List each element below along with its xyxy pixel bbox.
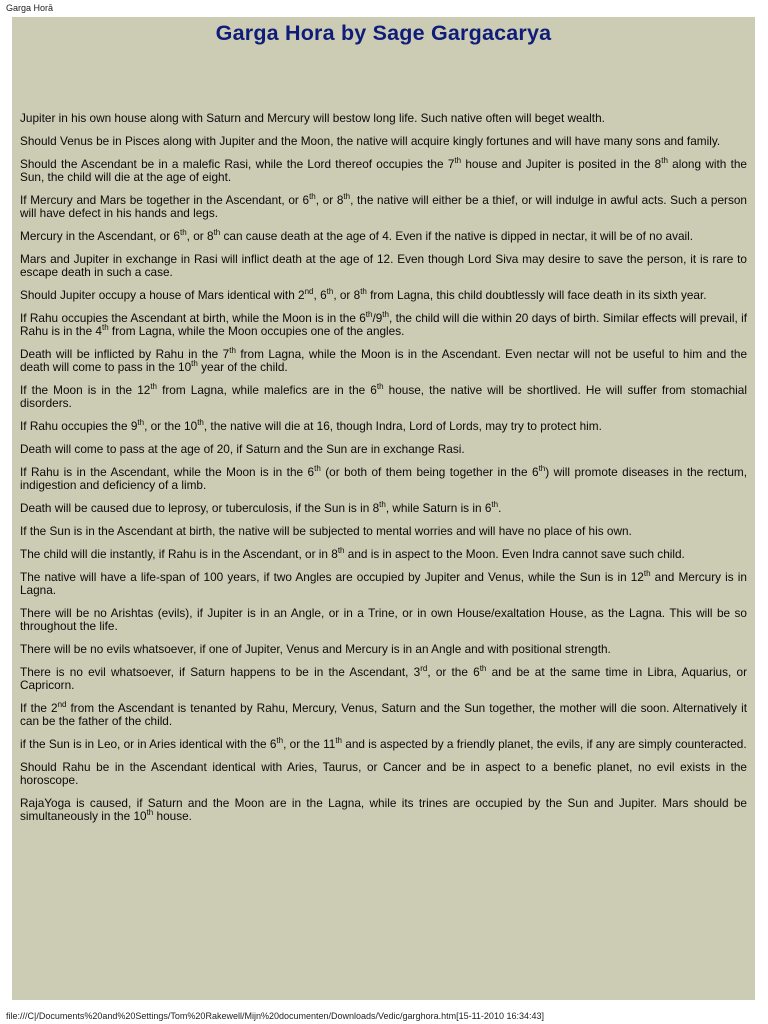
page-title: Garga Hora by Sage Gargacarya <box>215 21 552 45</box>
paragraph <box>20 443 747 456</box>
paragraph-text: , the native will die at 16, though Indra, Lord of Lords, may try to protect him. <box>203 419 602 433</box>
paragraph <box>20 230 747 243</box>
paragraph-text: Death will be caused due to leprosy, or tuberculosis, if the Sun is in 8 <box>20 501 380 515</box>
ordinal-suffix: nd <box>57 700 67 709</box>
paragraph <box>20 738 747 751</box>
paragraph-text: , or the 6 <box>427 665 480 679</box>
ordinal-suffix: th <box>146 808 154 817</box>
ordinal-suffix: th <box>180 228 187 237</box>
paragraph-text: If the Moon is in the 12 <box>20 383 151 397</box>
ordinal-suffix: th <box>150 382 157 391</box>
ordinal-suffix: th <box>213 228 221 237</box>
paragraph-text: Death will come to pass at the age of 20, if Saturn and the Sun are in exchange Rasi. <box>20 442 465 456</box>
paragraph-text: Should Rahu be in the Ascendant identical with Aries, Taurus, or Cancer and be in aspect to a benefic planet, no evil exists in the horoscope. <box>20 760 747 787</box>
ordinal-suffix: th <box>454 156 462 165</box>
paragraph-text: . <box>498 501 502 515</box>
paragraph <box>20 502 747 515</box>
paragraph-text: If Rahu occupies the Ascendant at birth, while the Moon is in the 6 <box>20 311 366 325</box>
paragraph <box>20 607 747 633</box>
ordinal-suffix: th <box>365 310 373 319</box>
paragraph-text: There will be no Arishtas (evils), if Jupiter is in an Angle, or in a Trine, or in own House/exaltation House, as the Lagna. This will be so throughout the life. <box>20 606 747 633</box>
paragraph-text: and is aspected by a friendly planet, the evils, if any are simply counteracted. <box>342 737 747 751</box>
paragraph-text: along with the Sun, the child will die at the age of eight. <box>20 157 747 184</box>
ordinal-suffix: th <box>276 736 284 745</box>
content-panel <box>12 17 755 1000</box>
paragraph-text: , 6 <box>313 288 327 302</box>
ordinal-suffix: th <box>335 736 342 745</box>
paragraph-text: from Lagna, while the Moon is in the Ascendant. Even nectar will not be useful to him and the death will come to pass in the 10 <box>20 347 748 374</box>
paragraph-text: , or the 10 <box>144 419 198 433</box>
page-header: Garga Horā <box>6 3 54 13</box>
paragraph-text: If Mercury and Mars be together in the Ascendant, or 6 <box>20 193 310 207</box>
ordinal-suffix: th <box>491 500 499 509</box>
paragraph-text: Jupiter in his own house along with Saturn and Mercury will bestow long life. Such native often will beget wealth. <box>20 111 605 125</box>
paragraph-text: If the 2 <box>20 701 58 715</box>
paragraph-text: from Lagna, while malefics are in the 6 <box>157 383 377 397</box>
paragraph <box>20 797 747 823</box>
paragraph <box>20 289 747 302</box>
paragraph-text: from the Ascendant is tenanted by Rahu, Mercury, Venus, Saturn and the Sun together, the mother will die soon. Alternatively it can be the father of the child. <box>20 701 747 728</box>
page-footer-url: file:///C|/Documents%20and%20Settings/Tom%20Rakewell/Mijn%20documenten/Downloads/Vedic/garghora.htm[15-11-2010 16:34:43] <box>6 1011 544 1021</box>
ordinal-suffix: th <box>479 664 487 673</box>
paragraph <box>20 312 747 338</box>
paragraph <box>20 525 747 538</box>
paragraph-text: and Mercury is in Lagna. <box>20 570 747 597</box>
paragraph-text: RajaYoga is caused, if Saturn and the Moon are in the Lagna, while its trines are occupied by the Sun and Jupiter. Mars should be simultaneously in the 10 <box>20 796 747 823</box>
paragraph-text: There is no evil whatsoever, if Saturn happens to be in the Ascendant, 3 <box>20 665 421 679</box>
paragraph <box>20 420 747 433</box>
paragraph-text: , while Saturn is in 6 <box>385 501 492 515</box>
paragraph <box>20 384 747 410</box>
paragraph <box>20 702 747 728</box>
ordinal-suffix: th <box>326 287 334 296</box>
paragraph-text: If Rahu occupies the 9 <box>20 419 138 433</box>
ordinal-suffix: th <box>314 464 321 473</box>
paragraph-text: Death will be inflicted by Rahu in the 7 <box>20 347 230 361</box>
ordinal-suffix: th <box>643 569 651 578</box>
paragraph <box>20 194 747 220</box>
paragraph-text: from Lagna, this child doubtlessly will face death in its sixth year. <box>366 288 707 302</box>
ordinal-suffix: nd <box>304 287 314 296</box>
paragraph <box>20 548 747 561</box>
paragraph-text: Should Jupiter occupy a house of Mars identical with 2 <box>20 288 305 302</box>
ordinal-suffix: th <box>382 310 389 319</box>
paragraph-text: from Lagna, while the Moon occupies one of the angles. <box>108 324 405 338</box>
ordinal-suffix: th <box>197 418 204 427</box>
paragraph-text: ) will promote diseases in the rectum, indigestion and deficiency of a limb. <box>20 465 747 492</box>
paragraph <box>20 158 747 184</box>
ordinal-suffix: th <box>309 192 316 201</box>
paragraph <box>20 643 747 656</box>
paragraph-text: , or 8 <box>333 288 361 302</box>
paragraph <box>20 466 747 492</box>
paragraph-text: Should Venus be in Pisces along with Jupiter and the Moon, the native will acquire kingly fortunes and will have many sons and family. <box>20 134 721 148</box>
paragraph-text: If Rahu is in the Ascendant, while the Moon is in the 6 <box>20 465 315 479</box>
ordinal-suffix: th <box>360 287 367 296</box>
paragraph <box>20 666 747 692</box>
paragraph-text: Should the Ascendant be in a malefic Rasi, while the Lord thereof occupies the 7 <box>20 157 455 171</box>
paragraph <box>20 761 747 787</box>
ordinal-suffix: th <box>538 464 546 473</box>
paragraph-text: if the Sun is in Leo, or in Aries identical with the 6 <box>20 737 277 751</box>
paragraph-text: year of the child. <box>197 360 288 374</box>
paragraph-text: , the native will either be a thief, or will indulge in awful acts. Such a person will have defect in his hands and legs. <box>20 193 747 220</box>
paragraph-text: , or the 11 <box>283 737 336 751</box>
ordinal-suffix: th <box>101 323 109 332</box>
paragraph-text: , or 8 <box>186 229 214 243</box>
paragraph-text: Mars and Jupiter in exchange in Rasi will inflict death at the age of 12. Even though Lord Siva may desire to save the person, it is rare to escape death in such a case. <box>20 252 747 279</box>
paragraph <box>20 571 747 597</box>
paragraph-text: There will be no evils whatsoever, if one of Jupiter, Venus and Mercury is in an Angle and with positional strength. <box>20 642 611 656</box>
paragraph <box>20 112 747 125</box>
paragraph-text: The native will have a life-span of 100 years, if two Angles are occupied by Jupiter and Venus, while the Sun is in 12 <box>20 570 644 584</box>
ordinal-suffix: rd <box>420 664 428 673</box>
ordinal-suffix: th <box>191 359 198 368</box>
paragraph <box>20 253 747 279</box>
ordinal-suffix: th <box>229 346 236 355</box>
paragraph-text: If the Sun is in the Ascendant at birth, the native will be subjected to mental worries and will have no place of his own. <box>20 524 632 538</box>
paragraph-text: house. <box>153 809 192 823</box>
ordinal-suffix: th <box>376 382 384 391</box>
paragraph-text: Mercury in the Ascendant, or 6 <box>20 229 180 243</box>
paragraph-text: The child will die instantly, if Rahu is in the Ascendant, or in 8 <box>20 547 338 561</box>
ordinal-suffix: th <box>137 418 145 427</box>
paragraph-text: and be at the same time in Libra, Aquarius, or Capricorn. <box>20 665 747 692</box>
article-body <box>20 112 747 833</box>
paragraph <box>20 135 747 148</box>
paragraph <box>20 348 747 374</box>
paragraph-text: and is in aspect to the Moon. Even Indra cannot save such child. <box>344 547 685 561</box>
paragraph-text: (or both of them being together in the 6 <box>320 465 539 479</box>
paragraph-text: house and Jupiter is posited in the 8 <box>461 157 662 171</box>
ordinal-suffix: th <box>337 546 345 555</box>
ordinal-suffix: th <box>343 192 351 201</box>
paragraph-text: /9 <box>372 311 383 325</box>
paragraph-text: , the child will die within 20 days of birth. Similar effects will prevail, if Rahu is in the 4 <box>20 311 747 338</box>
ordinal-suffix: th <box>661 156 668 165</box>
ordinal-suffix: th <box>379 500 386 509</box>
paragraph-text: can cause death at the age of 4. Even if the native is dipped in nectar, it will be of no avail. <box>220 229 694 243</box>
paragraph-text: house, the native will be shortlived. He will suffer from stomachial disorders. <box>20 383 747 410</box>
paragraph-text: , or 8 <box>315 193 344 207</box>
